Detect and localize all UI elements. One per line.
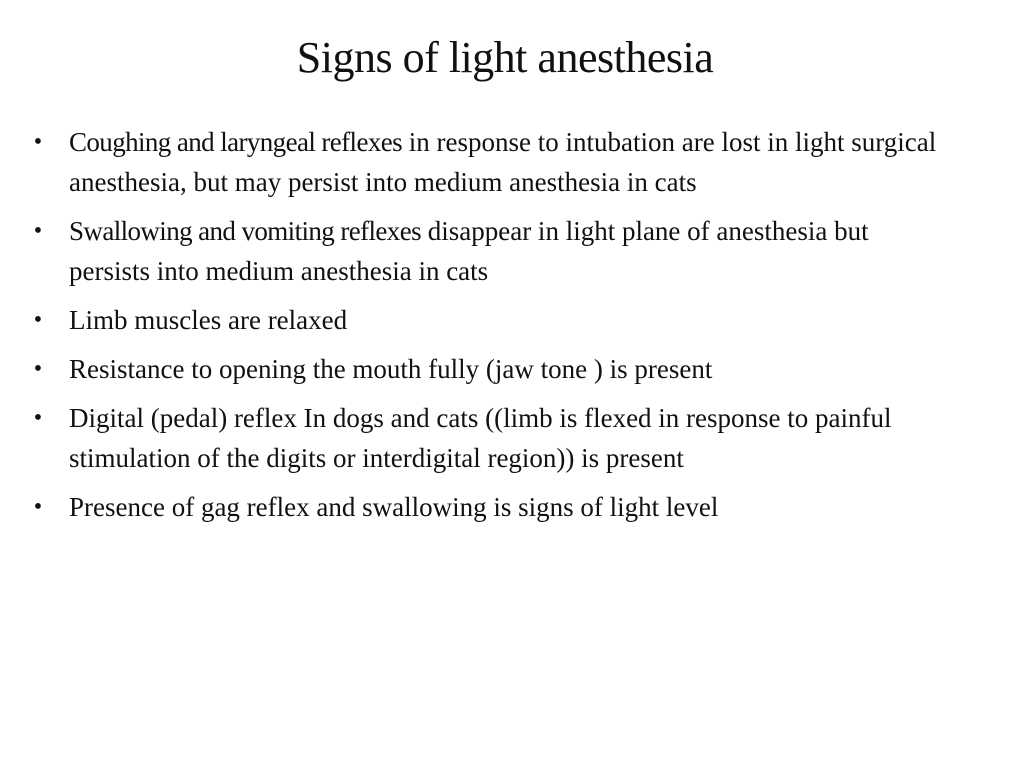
bullet-marker: • bbox=[33, 405, 43, 431]
bullet-text: Limb muscles are relaxed bbox=[69, 305, 348, 335]
bullet-item-limb-muscles bbox=[28, 300, 948, 340]
bullet-text: in response to intubation are lost in light surgical anesthesia, but may persist into medium anesthesia in cats bbox=[69, 127, 937, 197]
bullet-marker: • bbox=[33, 307, 43, 333]
bullet-marker: • bbox=[33, 494, 43, 520]
bullet-item-gag-reflex bbox=[28, 487, 948, 527]
bullet-emphasis: Swallowing and vomiting reflexes bbox=[69, 216, 421, 246]
bullet-text: Resistance to opening the mouth fully (jaw tone ) is present bbox=[69, 354, 713, 384]
bullet-text: Presence of gag reflex and swallowing is signs of light level bbox=[69, 492, 719, 522]
bullet-text: Digital (pedal) reflex In dogs and cats ((limb is flexed in response to painful stimulation of the digits or interdigital region)) is present bbox=[69, 403, 892, 473]
bullet-marker: • bbox=[33, 129, 43, 155]
bullet-item-coughing bbox=[28, 122, 948, 202]
bullet-item-jaw-tone bbox=[28, 349, 948, 389]
bullet-text: disappear in light plane of anesthesia but persists into medium anesthesia in cats bbox=[69, 216, 869, 286]
slide-title: Signs of light anesthesia bbox=[296, 33, 714, 82]
bullet-emphasis: Coughing and laryngeal reflexes bbox=[69, 127, 403, 157]
bullet-marker: • bbox=[33, 218, 43, 244]
bullet-list bbox=[28, 122, 948, 536]
bullet-item-pedal-reflex bbox=[28, 398, 948, 478]
bullet-marker: • bbox=[33, 356, 43, 382]
bullet-item-swallowing bbox=[28, 211, 948, 291]
